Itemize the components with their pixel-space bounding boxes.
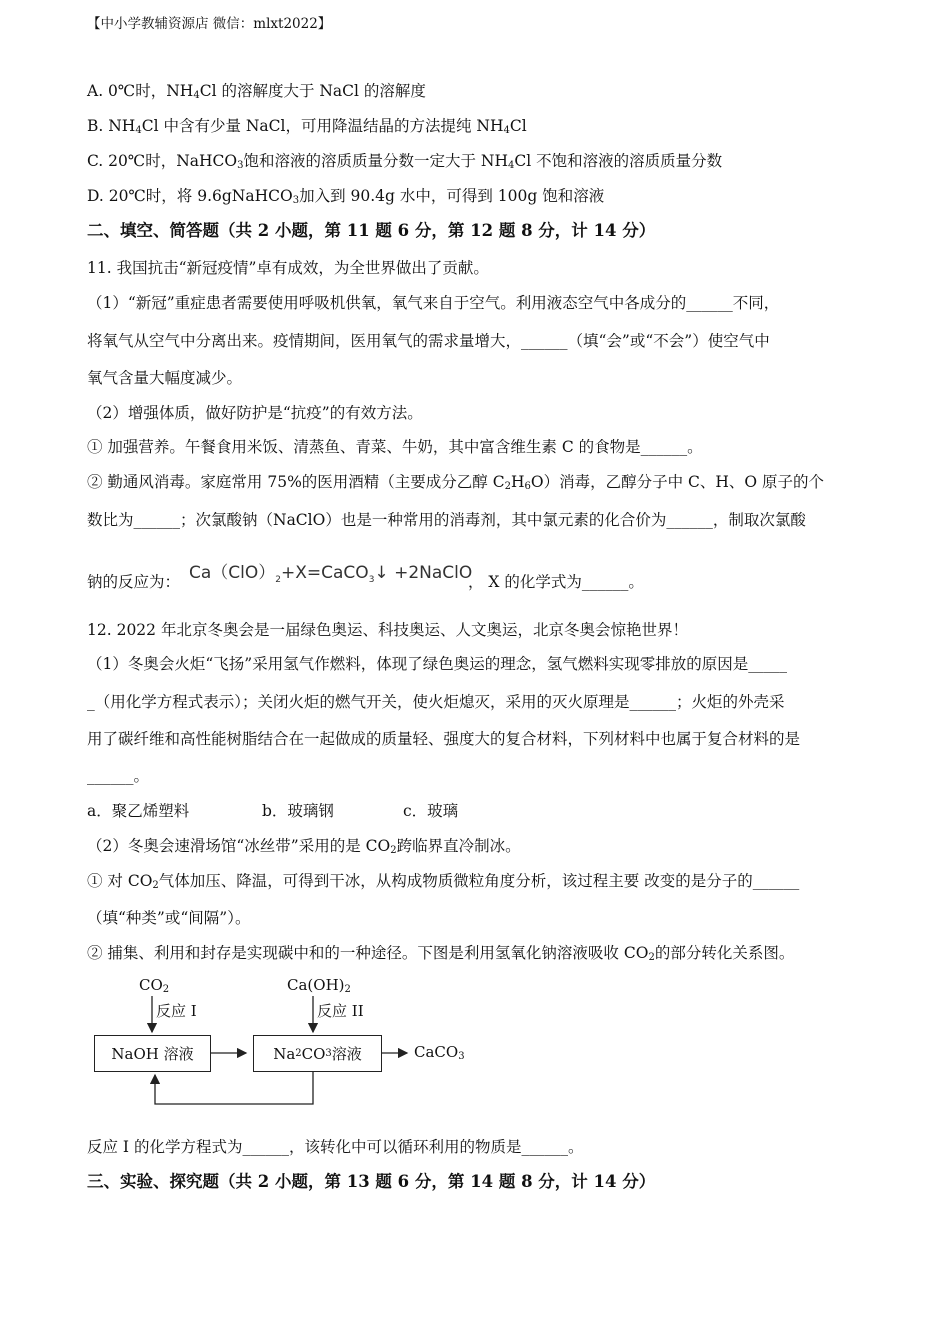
reaction-equation: $Ca(ClO)_2+X=CaCO_3↓$ +2NaClO — [189, 563, 473, 585]
q12-choice-c: c．玻璃 — [403, 802, 459, 820]
q11-part1-line2: 将氧气从空气中分离出来。疫情期间，医用氧气的需求量增大，______（填“会”或“不会”）使空气中 — [87, 332, 770, 350]
q11-part2-item1: ① 加强营养。午餐食用米饭、清蒸鱼、青菜、牛奶，其中富含维生素 C 的食物是______。 — [87, 438, 703, 456]
co2-label: $CO_2$ — [139, 976, 170, 995]
arrow-recycle — [155, 1072, 313, 1104]
caoh2-label: $Ca(OH)_2$ — [287, 976, 351, 995]
reaction-2-label: 反应 II — [317, 1002, 364, 1020]
option-a: A. 0℃时，$NH_4Cl$ 的溶解度大于 NaCl 的溶解度 — [87, 82, 426, 101]
na2co3-solution-box: Na 2 CO 3 溶液 — [253, 1035, 382, 1072]
q12-part2-item1-line1: ① 对 $CO_2$气体加压、降温，可得到干冰，从构成物质微粒角度分析，该过程主要 改变的是分子的______ — [87, 872, 800, 891]
q12-part2: （2）冬奥会速滑场馆“冰丝带”采用的是 $CO_2$跨临界直冷制冰。 — [87, 837, 521, 856]
reaction-1-label: 反应 I — [156, 1002, 197, 1020]
caco3-label: CaCO$_3$ — [414, 1043, 465, 1062]
q12-final: 反应 I 的化学方程式为______，该转化中可以循环利用的物质是______。 — [87, 1138, 584, 1156]
q11-part2-item2-line1: ② 勤通风消毒。家庭常用 75%的医用酒精（主要成分乙醇 $C_2H_6O$）消毒，乙醇分子中 C、H、O 原子的个 — [87, 473, 825, 492]
q11-part1-line3: 氧气含量大幅度减少。 — [87, 369, 243, 387]
option-b: B. $NH_4Cl$ 中含有少量 NaCl，可用降温结晶的方法提纯 $NH_4Cl$ — [87, 117, 527, 136]
option-c: C. 20℃时，NaHCO$_3$饱和溶液的溶质质量分数一定大于 $NH_4Cl$ 不饱和溶液的溶质质量分数 — [87, 152, 723, 171]
q11-stem: 11. 我国抗击“新冠疫情”卓有成效，为全世界做出了贡献。 — [87, 259, 489, 277]
page-header: 【中小学教辅资源店 微信：mlxt2022】 — [87, 16, 332, 32]
q12-part1-line4: ______。 — [87, 767, 150, 785]
naoh-solution-box: NaOH 溶液 — [94, 1035, 211, 1072]
q11-part2-item2-line3-lead: 钠的反应为： — [87, 573, 181, 591]
q11-part1-line1: （1）“新冠”重症患者需要使用呼吸机供氧，氧气来自于空气。利用液态空气中各成分的______不同， — [87, 294, 780, 312]
section-3-title: 三、实验、探究题（共 2 小题，第 13 题 6 分，第 14 题 8 分，计 14 分） — [87, 1172, 656, 1191]
q12-part2-item1-line2: （填“种类”或“间隔”）。 — [87, 909, 251, 927]
q12-part1-line3: 用了碳纤维和高性能树脂结合在一起做成的质量轻、强度大的复合材料，下列材料中也属于复合材料的是 — [87, 730, 801, 748]
q12-part2-item2: ② 捕集、利用和封存是实现碳中和的一种途径。下图是利用氢氧化钠溶液吸收 $CO_2$的部分转化关系图。 — [87, 944, 795, 963]
q12-part1-line1: （1）冬奥会火炬“飞扬”采用氢气作燃料，体现了绿色奥运的理念，氢气燃料实现零排放的原因是_____ — [87, 655, 787, 673]
q12-stem: 12. 2022 年北京冬奥会是一届绿色奥运、科技奥运、人文奥运，北京冬奥会惊艳世界！ — [87, 621, 688, 639]
q12-part1-line2: _（用化学方程式表示）；关闭火炬的燃气开关，使火炬熄灭，采用的灭火原理是______；火炬的外壳采 — [87, 693, 785, 711]
q12-choice-a: a．聚乙烯塑料 — [87, 802, 190, 820]
section-2-title: 二、填空、简答题（共 2 小题，第 11 题 6 分，第 12 题 8 分，计 14 分） — [87, 221, 656, 240]
q11-part2-item2-line2: 数比为______；次氯酸钠（NaClO）也是一种常用的消毒剂，其中氯元素的化合价为______，制取次氯酸 — [87, 511, 806, 529]
q12-choice-b: b．玻璃钢 — [262, 802, 334, 820]
q11-part2: （2）增强体质，做好防护是“抗疫”的有效方法。 — [87, 404, 423, 422]
q11-part2-item2-line3-rest: ， X 的化学式为______。 — [468, 573, 644, 591]
option-d: D. 20℃时，将 9.6gNaHCO$_3$加入到 90.4g 水中，可得到 100g 饱和溶液 — [87, 187, 605, 206]
